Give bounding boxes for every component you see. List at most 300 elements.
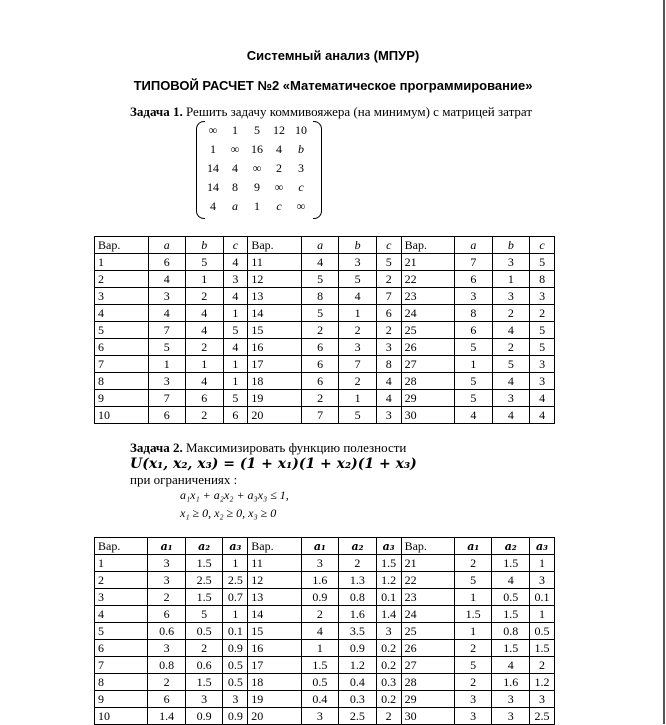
param-value-cell: 5 bbox=[223, 322, 248, 339]
param-value-cell: 0.5 bbox=[529, 623, 554, 640]
param-value-cell: 1 bbox=[454, 623, 492, 640]
table-row bbox=[95, 623, 555, 640]
param-value-cell: 0.5 bbox=[492, 589, 530, 606]
param-value-cell: 0.9 bbox=[223, 708, 248, 725]
param-value-cell: 2 bbox=[301, 390, 339, 407]
variant-number-cell: 10 bbox=[95, 407, 149, 424]
param-value-cell: 5 bbox=[455, 339, 493, 356]
param-value-cell: 1 bbox=[223, 555, 248, 572]
param-value-cell: 4 bbox=[148, 271, 186, 288]
param-value-cell: 2 bbox=[454, 640, 492, 657]
variant-number-cell: 7 bbox=[95, 356, 149, 373]
column-header-param: a₃ bbox=[376, 538, 401, 555]
column-header-variant: Вар. bbox=[95, 538, 148, 555]
column-header-param: a₂ bbox=[185, 538, 223, 555]
param-value-cell: 6 bbox=[186, 390, 224, 407]
matrix-cell: 4 bbox=[232, 161, 238, 175]
param-value-cell: 1.5 bbox=[492, 555, 530, 572]
table-row bbox=[95, 288, 555, 305]
param-value-cell: 5 bbox=[339, 407, 377, 424]
param-value-cell: 3 bbox=[148, 555, 186, 572]
matrix-row bbox=[202, 178, 312, 197]
matrix-cell: 1 bbox=[232, 123, 238, 137]
param-value-cell: 0.6 bbox=[148, 623, 186, 640]
param-value-cell: 7 bbox=[301, 407, 339, 424]
matrix-cell: 9 bbox=[254, 180, 260, 194]
param-value-cell: 4 bbox=[376, 373, 401, 390]
param-value-cell: 4 bbox=[223, 254, 248, 271]
param-value-cell: 1.5 bbox=[301, 657, 339, 674]
table-row bbox=[95, 322, 555, 339]
cost-matrix bbox=[196, 119, 322, 219]
param-value-cell: 4 bbox=[223, 339, 248, 356]
param-value-cell: 7 bbox=[376, 288, 401, 305]
param-value-cell: 1.6 bbox=[301, 572, 339, 589]
task2-label: Задача 2. bbox=[130, 440, 183, 455]
variant-number-cell: 16 bbox=[248, 339, 302, 356]
param-value-cell: 2 bbox=[376, 322, 401, 339]
variant-number-cell: 28 bbox=[401, 674, 454, 691]
param-value-cell: 5 bbox=[454, 657, 492, 674]
column-header-param: b bbox=[186, 237, 224, 254]
param-value-cell: 1.6 bbox=[339, 606, 377, 623]
column-header-param: c bbox=[223, 237, 248, 254]
task2-text: Максимизировать функцию полезности bbox=[186, 440, 407, 455]
param-value-cell: 1.4 bbox=[148, 708, 186, 725]
task1-variants-table bbox=[94, 236, 555, 424]
param-value-cell: 4 bbox=[186, 322, 224, 339]
param-value-cell: 1.2 bbox=[376, 572, 401, 589]
param-value-cell: 5 bbox=[339, 271, 377, 288]
param-value-cell: 5 bbox=[301, 271, 339, 288]
param-value-cell: 4 bbox=[492, 373, 530, 390]
column-header-param: c bbox=[530, 237, 555, 254]
param-value-cell: 4 bbox=[455, 407, 493, 424]
matrix-cell: 1 bbox=[210, 142, 216, 156]
variant-number-cell: 16 bbox=[248, 640, 301, 657]
param-value-cell: 4 bbox=[186, 373, 224, 390]
param-value-cell: 2 bbox=[186, 339, 224, 356]
param-value-cell: 3.5 bbox=[339, 623, 377, 640]
variant-number-cell: 5 bbox=[95, 623, 148, 640]
variant-number-cell: 6 bbox=[95, 640, 148, 657]
matrix-cell: 1 bbox=[254, 199, 260, 213]
param-value-cell: 4 bbox=[148, 305, 186, 322]
param-value-cell: 5 bbox=[455, 390, 493, 407]
param-value-cell: 4 bbox=[492, 407, 530, 424]
param-value-cell: 0.3 bbox=[376, 674, 401, 691]
param-value-cell: 5 bbox=[530, 322, 555, 339]
param-value-cell: 0.4 bbox=[301, 691, 339, 708]
variant-number-cell: 19 bbox=[248, 390, 302, 407]
table-row bbox=[95, 606, 555, 623]
param-value-cell: 1.5 bbox=[376, 555, 401, 572]
variant-number-cell: 1 bbox=[95, 254, 149, 271]
variant-number-cell: 8 bbox=[95, 674, 148, 691]
param-value-cell: 3 bbox=[339, 254, 377, 271]
param-value-cell: 2 bbox=[148, 589, 186, 606]
column-header-variant: Вар. bbox=[248, 538, 301, 555]
param-value-cell: 8 bbox=[455, 305, 493, 322]
column-header-param: a₂ bbox=[492, 538, 530, 555]
table-row bbox=[95, 555, 555, 572]
param-value-cell: 3 bbox=[530, 288, 555, 305]
matrix-cell: 16 bbox=[251, 142, 263, 156]
constraints-label: при ограничениях : bbox=[130, 472, 238, 487]
param-value-cell: 2 bbox=[376, 271, 401, 288]
param-value-cell: 2 bbox=[492, 305, 530, 322]
param-value-cell: 2.5 bbox=[223, 572, 248, 589]
param-value-cell: 7 bbox=[455, 254, 493, 271]
param-value-cell: 4 bbox=[492, 322, 530, 339]
variant-number-cell: 26 bbox=[401, 339, 455, 356]
param-value-cell: 2 bbox=[339, 373, 377, 390]
param-value-cell: 0.5 bbox=[223, 657, 248, 674]
param-value-cell: 1 bbox=[455, 356, 493, 373]
variant-number-cell: 25 bbox=[401, 322, 455, 339]
param-value-cell: 6 bbox=[301, 356, 339, 373]
param-value-cell: 0.1 bbox=[223, 623, 248, 640]
matrix-cell: 14 bbox=[207, 161, 219, 175]
param-value-cell: 3 bbox=[454, 708, 492, 725]
param-value-cell: 2 bbox=[454, 674, 492, 691]
param-value-cell: 2.5 bbox=[529, 708, 554, 725]
param-value-cell: 5 bbox=[455, 373, 493, 390]
variant-number-cell: 18 bbox=[248, 373, 302, 390]
matrix-cell: c bbox=[298, 180, 304, 194]
variant-number-cell: 20 bbox=[248, 708, 301, 725]
param-value-cell: 5 bbox=[530, 254, 555, 271]
table-row bbox=[95, 305, 555, 322]
table-row bbox=[95, 356, 555, 373]
variant-number-cell: 7 bbox=[95, 657, 148, 674]
param-value-cell: 2 bbox=[148, 674, 186, 691]
param-value-cell: 2 bbox=[339, 555, 377, 572]
variant-number-cell: 9 bbox=[95, 390, 149, 407]
param-value-cell: 2 bbox=[186, 407, 224, 424]
variant-number-cell: 25 bbox=[401, 623, 454, 640]
param-value-cell: 6 bbox=[148, 606, 186, 623]
param-value-cell: 1.4 bbox=[376, 606, 401, 623]
param-value-cell: 3 bbox=[492, 288, 530, 305]
variant-number-cell: 20 bbox=[248, 407, 302, 424]
param-value-cell: 5 bbox=[301, 305, 339, 322]
param-value-cell: 7 bbox=[148, 322, 186, 339]
param-value-cell: 2 bbox=[185, 640, 223, 657]
column-header-variant: Вар. bbox=[401, 538, 454, 555]
variant-number-cell: 14 bbox=[248, 305, 302, 322]
param-value-cell: 1 bbox=[339, 305, 377, 322]
formula-rhs: (1 + x₁)(1 + x₂)(1 + x₃) bbox=[239, 456, 417, 472]
variant-number-cell: 17 bbox=[248, 657, 301, 674]
param-value-cell: 6 bbox=[148, 691, 186, 708]
param-value-cell: 3 bbox=[492, 708, 530, 725]
param-value-cell: 1.5 bbox=[185, 589, 223, 606]
param-value-cell: 1 bbox=[186, 271, 224, 288]
column-header-variant: Вар. bbox=[95, 237, 149, 254]
param-value-cell: 0.5 bbox=[223, 674, 248, 691]
param-value-cell: 0.2 bbox=[376, 691, 401, 708]
param-value-cell: 1 bbox=[454, 589, 492, 606]
param-value-cell: 5 bbox=[492, 356, 530, 373]
variant-number-cell: 12 bbox=[248, 572, 301, 589]
param-value-cell: 0.3 bbox=[339, 691, 377, 708]
matrix-cell: c bbox=[276, 199, 282, 213]
param-value-cell: 2 bbox=[376, 708, 401, 725]
variant-number-cell: 24 bbox=[401, 606, 454, 623]
variant-number-cell: 4 bbox=[95, 305, 149, 322]
column-header-variant: Вар. bbox=[248, 237, 302, 254]
constraint-nonnegativity: x₁ ≥ 0, x₂ ≥ 0, x₃ ≥ 0 bbox=[180, 506, 277, 520]
matrix-row bbox=[202, 140, 312, 159]
param-value-cell: 4 bbox=[376, 390, 401, 407]
param-value-cell: 5 bbox=[530, 339, 555, 356]
param-value-cell: 1.5 bbox=[185, 674, 223, 691]
column-header-param: b bbox=[492, 237, 530, 254]
param-value-cell: 0.8 bbox=[492, 623, 530, 640]
task1-statement bbox=[130, 104, 532, 120]
variant-number-cell: 27 bbox=[401, 657, 454, 674]
param-value-cell: 1.5 bbox=[529, 640, 554, 657]
param-value-cell: 0.2 bbox=[376, 640, 401, 657]
param-value-cell: 2.5 bbox=[185, 572, 223, 589]
table-row bbox=[95, 640, 555, 657]
assignment-title: ТИПОВОЙ РАСЧЕТ №2 «Математическое программирование» bbox=[133, 78, 533, 93]
task2-statement bbox=[130, 440, 406, 456]
table-row bbox=[95, 339, 555, 356]
param-value-cell: 0.4 bbox=[339, 674, 377, 691]
param-value-cell: 3 bbox=[185, 691, 223, 708]
param-value-cell: 3 bbox=[376, 407, 401, 424]
param-value-cell: 6 bbox=[223, 407, 248, 424]
variant-number-cell: 12 bbox=[248, 271, 302, 288]
param-value-cell: 3 bbox=[376, 623, 401, 640]
matrix-cell: 10 bbox=[295, 123, 307, 137]
matrix-cell: 2 bbox=[276, 161, 282, 175]
table-row bbox=[95, 407, 555, 424]
param-value-cell: 0.8 bbox=[339, 589, 377, 606]
matrix-right-bracket bbox=[313, 121, 322, 219]
variant-number-cell: 19 bbox=[248, 691, 301, 708]
task1-label: Задача 1. bbox=[130, 104, 183, 119]
param-value-cell: 3 bbox=[492, 254, 530, 271]
matrix-cell: 4 bbox=[276, 142, 282, 156]
param-value-cell: 1 bbox=[529, 555, 554, 572]
matrix-cell: ∞ bbox=[208, 123, 218, 137]
param-value-cell: 0.5 bbox=[185, 623, 223, 640]
param-value-cell: 0.1 bbox=[376, 589, 401, 606]
param-value-cell: 3 bbox=[454, 691, 492, 708]
variant-number-cell: 11 bbox=[248, 254, 302, 271]
param-value-cell: 5 bbox=[185, 606, 223, 623]
param-value-cell: 0.9 bbox=[185, 708, 223, 725]
param-value-cell: 1 bbox=[492, 271, 530, 288]
variant-number-cell: 21 bbox=[401, 555, 454, 572]
param-value-cell: 3 bbox=[492, 390, 530, 407]
variant-number-cell: 30 bbox=[401, 407, 455, 424]
param-value-cell: 4 bbox=[492, 657, 530, 674]
variant-number-cell: 5 bbox=[95, 322, 149, 339]
variant-number-cell: 23 bbox=[401, 589, 454, 606]
column-header-param: a₁ bbox=[148, 538, 186, 555]
matrix-row bbox=[202, 121, 312, 140]
matrix-cell: ∞ bbox=[230, 142, 240, 156]
param-value-cell: 1 bbox=[223, 373, 248, 390]
table-row bbox=[95, 373, 555, 390]
column-header-param: a bbox=[455, 237, 493, 254]
param-value-cell: 6 bbox=[455, 322, 493, 339]
param-value-cell: 7 bbox=[148, 390, 186, 407]
param-value-cell: 3 bbox=[301, 555, 339, 572]
matrix-cell: ∞ bbox=[274, 180, 284, 194]
param-value-cell: 1 bbox=[186, 356, 224, 373]
table-row bbox=[95, 271, 555, 288]
param-value-cell: 3 bbox=[492, 691, 530, 708]
variant-number-cell: 8 bbox=[95, 373, 149, 390]
matrix-cell: 4 bbox=[210, 199, 216, 213]
column-header-param: a₃ bbox=[529, 538, 554, 555]
param-value-cell: 8 bbox=[530, 271, 555, 288]
column-header-param: a₁ bbox=[454, 538, 492, 555]
column-header-param: c bbox=[376, 237, 401, 254]
table-row bbox=[95, 708, 555, 725]
column-header-param: a₁ bbox=[301, 538, 339, 555]
param-value-cell: 3 bbox=[148, 572, 186, 589]
table-row bbox=[95, 589, 555, 606]
formula-lhs: U(x₁, x₂, x₃) = bbox=[130, 456, 240, 472]
param-value-cell: 3 bbox=[529, 691, 554, 708]
param-value-cell: 2 bbox=[530, 305, 555, 322]
param-value-cell: 1 bbox=[223, 606, 248, 623]
param-value-cell: 2 bbox=[529, 657, 554, 674]
variant-number-cell: 22 bbox=[401, 271, 455, 288]
variant-number-cell: 28 bbox=[401, 373, 455, 390]
param-value-cell: 3 bbox=[223, 691, 248, 708]
variant-number-cell: 26 bbox=[401, 640, 454, 657]
matrix-cell: 8 bbox=[232, 180, 238, 194]
task2-variants-table bbox=[94, 537, 555, 725]
param-value-cell: 0.6 bbox=[185, 657, 223, 674]
utility-formula bbox=[130, 456, 417, 472]
matrix-cell: 12 bbox=[273, 123, 285, 137]
variant-number-cell: 9 bbox=[95, 691, 148, 708]
variant-number-cell: 18 bbox=[248, 674, 301, 691]
variant-number-cell: 10 bbox=[95, 708, 148, 725]
param-value-cell: 2 bbox=[454, 555, 492, 572]
param-value-cell: 0.7 bbox=[223, 589, 248, 606]
variant-number-cell: 17 bbox=[248, 356, 302, 373]
param-value-cell: 0.2 bbox=[376, 657, 401, 674]
variant-number-cell: 2 bbox=[95, 271, 149, 288]
task1-text: Решить задачу коммивояжера (на минимум) с матрицей затрат bbox=[186, 104, 533, 119]
param-value-cell: 3 bbox=[148, 373, 186, 390]
param-value-cell: 0.5 bbox=[301, 674, 339, 691]
param-value-cell: 6 bbox=[301, 373, 339, 390]
variant-number-cell: 30 bbox=[401, 708, 454, 725]
matrix-cell: 14 bbox=[207, 180, 219, 194]
variant-number-cell: 3 bbox=[95, 589, 148, 606]
column-header-param: b bbox=[339, 237, 377, 254]
param-value-cell: 4 bbox=[186, 305, 224, 322]
param-value-cell: 5 bbox=[223, 390, 248, 407]
param-value-cell: 4 bbox=[492, 572, 530, 589]
param-value-cell: 2 bbox=[301, 322, 339, 339]
param-value-cell: 1 bbox=[223, 356, 248, 373]
variant-number-cell: 22 bbox=[401, 572, 454, 589]
variant-number-cell: 15 bbox=[248, 623, 301, 640]
param-value-cell: 1.2 bbox=[339, 657, 377, 674]
matrix-cell: a bbox=[232, 199, 238, 213]
param-value-cell: 4 bbox=[530, 407, 555, 424]
column-header-variant: Вар. bbox=[401, 237, 455, 254]
param-value-cell: 2 bbox=[339, 322, 377, 339]
param-value-cell: 2 bbox=[301, 606, 339, 623]
column-header-param: a bbox=[148, 237, 186, 254]
variant-number-cell: 6 bbox=[95, 339, 149, 356]
param-value-cell: 5 bbox=[186, 254, 224, 271]
matrix-table bbox=[202, 121, 312, 216]
course-title: Системный анализ (МПУР) bbox=[246, 48, 420, 63]
variant-number-cell: 13 bbox=[248, 288, 302, 305]
table-row bbox=[95, 572, 555, 589]
constraint-budget: a₁x₁ + a₂x₂ + a₃x₃ ≤ 1, bbox=[180, 488, 289, 502]
param-value-cell: 4 bbox=[301, 254, 339, 271]
variant-number-cell: 2 bbox=[95, 572, 148, 589]
param-value-cell: 0.1 bbox=[529, 589, 554, 606]
param-value-cell: 7 bbox=[339, 356, 377, 373]
table-row bbox=[95, 390, 555, 407]
param-value-cell: 0.9 bbox=[339, 640, 377, 657]
param-value-cell: 5 bbox=[148, 339, 186, 356]
param-value-cell: 3 bbox=[223, 271, 248, 288]
param-value-cell: 4 bbox=[223, 288, 248, 305]
variant-number-cell: 21 bbox=[401, 254, 455, 271]
param-value-cell: 0.9 bbox=[223, 640, 248, 657]
variant-number-cell: 11 bbox=[248, 555, 301, 572]
param-value-cell: 3 bbox=[148, 640, 186, 657]
param-value-cell: 3 bbox=[148, 288, 186, 305]
variant-number-cell: 24 bbox=[401, 305, 455, 322]
table-row bbox=[95, 674, 555, 691]
param-value-cell: 1 bbox=[339, 390, 377, 407]
param-value-cell: 2 bbox=[492, 339, 530, 356]
param-value-cell: 6 bbox=[148, 407, 186, 424]
column-header-param: a₂ bbox=[339, 538, 377, 555]
matrix-cell: 5 bbox=[254, 123, 260, 137]
param-value-cell: 1.5 bbox=[492, 606, 530, 623]
param-value-cell: 1.5 bbox=[454, 606, 492, 623]
param-value-cell: 2.5 bbox=[339, 708, 377, 725]
param-value-cell: 3 bbox=[529, 572, 554, 589]
param-value-cell: 0.8 bbox=[148, 657, 186, 674]
matrix-row bbox=[202, 197, 312, 216]
param-value-cell: 6 bbox=[148, 254, 186, 271]
variant-number-cell: 14 bbox=[248, 606, 301, 623]
param-value-cell: 2 bbox=[186, 288, 224, 305]
variant-number-cell: 29 bbox=[401, 390, 455, 407]
param-value-cell: 1.3 bbox=[339, 572, 377, 589]
matrix-cell: b bbox=[298, 142, 304, 156]
param-value-cell: 8 bbox=[376, 356, 401, 373]
variant-number-cell: 4 bbox=[95, 606, 148, 623]
matrix-row bbox=[202, 159, 312, 178]
param-value-cell: 6 bbox=[376, 305, 401, 322]
param-value-cell: 1 bbox=[301, 640, 339, 657]
variant-number-cell: 27 bbox=[401, 356, 455, 373]
variant-number-cell: 1 bbox=[95, 555, 148, 572]
param-value-cell: 3 bbox=[376, 339, 401, 356]
param-value-cell: 5 bbox=[376, 254, 401, 271]
